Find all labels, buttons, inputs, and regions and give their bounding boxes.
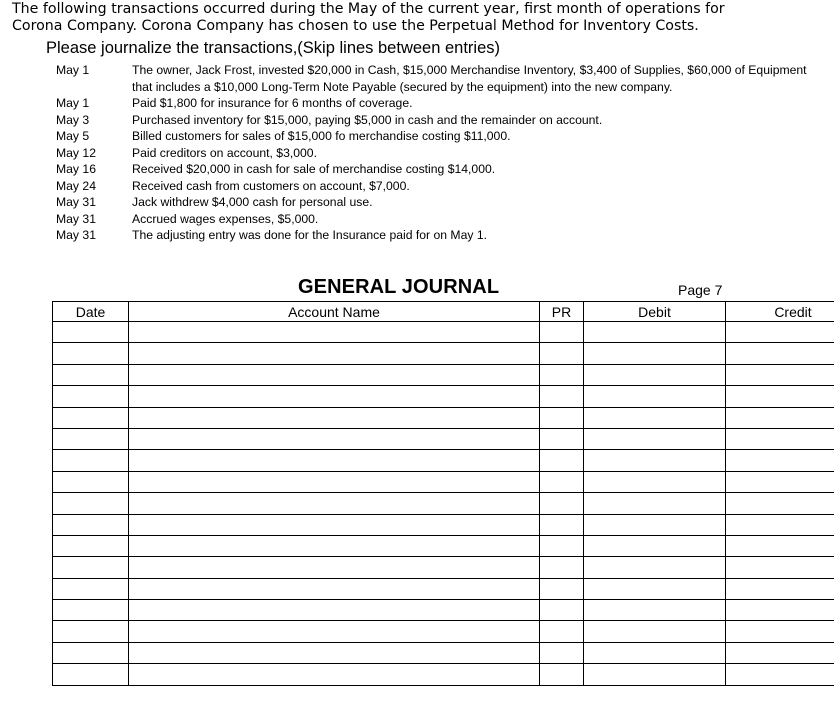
intro-line-2: Corona Company. Corona Company has chosen to use the Perpetual Method for Inventory Costs. — [12, 18, 822, 35]
transaction-description: Billed customers for sales of $15,000 fo merchandise costing $11,000. — [132, 128, 816, 145]
credit-cell[interactable] — [726, 450, 834, 471]
account-name-cell[interactable] — [129, 428, 540, 449]
page-label: Page 7 — [678, 282, 722, 298]
date-cell[interactable] — [53, 407, 129, 428]
credit-cell[interactable] — [726, 386, 834, 407]
transaction-date: May 31 — [56, 211, 126, 228]
credit-cell[interactable] — [726, 514, 834, 535]
journal-row — [53, 386, 834, 407]
account-name-cell[interactable] — [129, 642, 540, 663]
transaction-description: Purchased inventory for $15,000, paying $5,000 in cash and the remainder on account. — [132, 112, 816, 129]
date-cell[interactable] — [53, 343, 129, 364]
debit-cell[interactable] — [584, 407, 726, 428]
pr-cell[interactable] — [540, 343, 584, 364]
credit-cell[interactable] — [726, 493, 834, 514]
date-cell[interactable] — [53, 535, 129, 556]
transaction-description: Accrued wages expenses, $5,000. — [132, 211, 816, 228]
journal-row — [53, 493, 834, 514]
credit-cell[interactable] — [726, 407, 834, 428]
credit-cell[interactable] — [726, 557, 834, 578]
credit-cell[interactable] — [726, 343, 834, 364]
credit-cell[interactable] — [726, 535, 834, 556]
transaction-description: The adjusting entry was done for the Insurance paid for on May 1. — [132, 227, 816, 244]
credit-cell[interactable] — [726, 428, 834, 449]
transaction-description: Received cash from customers on account, $7,000. — [132, 178, 816, 195]
debit-cell[interactable] — [584, 428, 726, 449]
account-name-cell[interactable] — [129, 471, 540, 492]
journal-row — [53, 322, 834, 343]
date-cell[interactable] — [53, 450, 129, 471]
header-account-name: Account Name — [129, 302, 540, 322]
transaction-date: May 5 — [56, 128, 126, 145]
account-name-cell[interactable] — [129, 493, 540, 514]
debit-cell[interactable] — [584, 664, 726, 685]
journal-row — [53, 600, 834, 621]
debit-cell[interactable] — [584, 386, 726, 407]
transaction-date: May 12 — [56, 145, 126, 162]
pr-cell[interactable] — [540, 642, 584, 663]
transaction-date: May 3 — [56, 112, 126, 129]
journal-row — [53, 471, 834, 492]
pr-cell[interactable] — [540, 535, 584, 556]
journal-row — [53, 364, 834, 385]
journal-row — [53, 407, 834, 428]
transaction-description: Received $20,000 in cash for sale of merchandise costing $14,000. — [132, 161, 816, 178]
credit-cell[interactable] — [726, 642, 834, 663]
credit-cell[interactable] — [726, 578, 834, 599]
account-name-cell[interactable] — [129, 386, 540, 407]
account-name-cell[interactable] — [129, 535, 540, 556]
account-name-cell[interactable] — [129, 343, 540, 364]
general-journal-table — [52, 301, 782, 701]
pr-cell[interactable] — [540, 471, 584, 492]
date-cell[interactable] — [53, 642, 129, 663]
journal-row — [53, 514, 834, 535]
date-cell[interactable] — [53, 557, 129, 578]
transaction-date: May 24 — [56, 178, 126, 195]
account-name-cell[interactable] — [129, 322, 540, 343]
debit-cell[interactable] — [584, 343, 726, 364]
intro-line-1: The following transactions occurred during the May of the current year, first month of operations for — [12, 1, 822, 18]
pr-cell[interactable] — [540, 664, 584, 685]
journal-title: GENERAL JOURNAL — [298, 276, 499, 299]
journal-row — [53, 621, 834, 642]
transaction-row — [56, 128, 816, 145]
account-name-cell[interactable] — [129, 407, 540, 428]
transaction-row — [56, 62, 816, 95]
transaction-date: May 1 — [56, 62, 126, 79]
pr-cell[interactable] — [540, 578, 584, 599]
pr-cell[interactable] — [540, 493, 584, 514]
journal-row — [53, 557, 834, 578]
credit-cell[interactable] — [726, 621, 834, 642]
transaction-row — [56, 145, 816, 162]
date-cell[interactable] — [53, 514, 129, 535]
transaction-row — [56, 194, 816, 211]
pr-cell[interactable] — [540, 514, 584, 535]
transaction-row — [56, 178, 816, 195]
date-cell[interactable] — [53, 600, 129, 621]
account-name-cell[interactable] — [129, 557, 540, 578]
transaction-date: May 1 — [56, 95, 126, 112]
debit-cell[interactable] — [584, 514, 726, 535]
account-name-cell[interactable] — [129, 450, 540, 471]
transaction-description: Paid $1,800 for insurance for 6 months of coverage. — [132, 95, 816, 112]
pr-cell[interactable] — [540, 386, 584, 407]
debit-cell[interactable] — [584, 557, 726, 578]
account-name-cell[interactable] — [129, 514, 540, 535]
credit-cell[interactable] — [726, 322, 834, 343]
debit-cell[interactable] — [584, 450, 726, 471]
intro-text — [12, 1, 822, 35]
pr-cell[interactable] — [540, 428, 584, 449]
credit-cell[interactable] — [726, 364, 834, 385]
account-name-cell[interactable] — [129, 621, 540, 642]
header-date: Date — [53, 302, 129, 322]
transaction-row — [56, 227, 816, 244]
journal-row — [53, 428, 834, 449]
instruction: Please journalize the transactions,(Skip lines between entries) — [46, 39, 500, 58]
journal-row — [53, 578, 834, 599]
credit-cell[interactable] — [726, 471, 834, 492]
date-cell[interactable] — [53, 364, 129, 385]
pr-cell[interactable] — [540, 322, 584, 343]
date-cell[interactable] — [53, 471, 129, 492]
transaction-date: May 31 — [56, 227, 126, 244]
debit-cell[interactable] — [584, 578, 726, 599]
journal-row — [53, 450, 834, 471]
debit-cell[interactable] — [584, 493, 726, 514]
header-credit: Credit — [726, 302, 834, 322]
pr-cell[interactable] — [540, 621, 584, 642]
date-cell[interactable] — [53, 322, 129, 343]
debit-cell[interactable] — [584, 535, 726, 556]
header-debit: Debit — [584, 302, 726, 322]
journal-row — [53, 535, 834, 556]
pr-cell[interactable] — [540, 364, 584, 385]
transaction-description: The owner, Jack Frost, invested $20,000 in Cash, $15,000 Merchandise Inventory, $3,400 of Supplies, $60,000 of Equipment that includes a $10,000 Long-Term Note Payable (secured by the equipment) into the new company. — [132, 62, 816, 95]
journal-row — [53, 642, 834, 663]
date-cell[interactable] — [53, 664, 129, 685]
pr-cell[interactable] — [540, 600, 584, 621]
debit-cell[interactable] — [584, 642, 726, 663]
account-name-cell[interactable] — [129, 364, 540, 385]
account-name-cell[interactable] — [129, 578, 540, 599]
journal-header-row — [53, 302, 834, 322]
date-cell[interactable] — [53, 386, 129, 407]
transaction-row — [56, 95, 816, 112]
journal-row — [53, 343, 834, 364]
pr-cell[interactable] — [540, 557, 584, 578]
date-cell[interactable] — [53, 621, 129, 642]
transaction-date: May 31 — [56, 194, 126, 211]
date-cell[interactable] — [53, 578, 129, 599]
pr-cell[interactable] — [540, 450, 584, 471]
debit-cell[interactable] — [584, 600, 726, 621]
debit-cell[interactable] — [584, 322, 726, 343]
debit-cell[interactable] — [584, 364, 726, 385]
journal-row — [53, 664, 834, 685]
transaction-row — [56, 112, 816, 129]
transaction-description: Jack withdrew $4,000 cash for personal use. — [132, 194, 816, 211]
debit-cell[interactable] — [584, 471, 726, 492]
transaction-row — [56, 161, 816, 178]
transaction-list — [56, 62, 816, 244]
transaction-date: May 16 — [56, 161, 126, 178]
date-cell[interactable] — [53, 428, 129, 449]
credit-cell[interactable] — [726, 600, 834, 621]
pr-cell[interactable] — [540, 407, 584, 428]
header-pr: PR — [540, 302, 584, 322]
credit-cell[interactable] — [726, 664, 834, 685]
transaction-row — [56, 211, 816, 228]
debit-cell[interactable] — [584, 621, 726, 642]
account-name-cell[interactable] — [129, 600, 540, 621]
transaction-description: Paid creditors on account, $3,000. — [132, 145, 816, 162]
date-cell[interactable] — [53, 493, 129, 514]
account-name-cell[interactable] — [129, 664, 540, 685]
